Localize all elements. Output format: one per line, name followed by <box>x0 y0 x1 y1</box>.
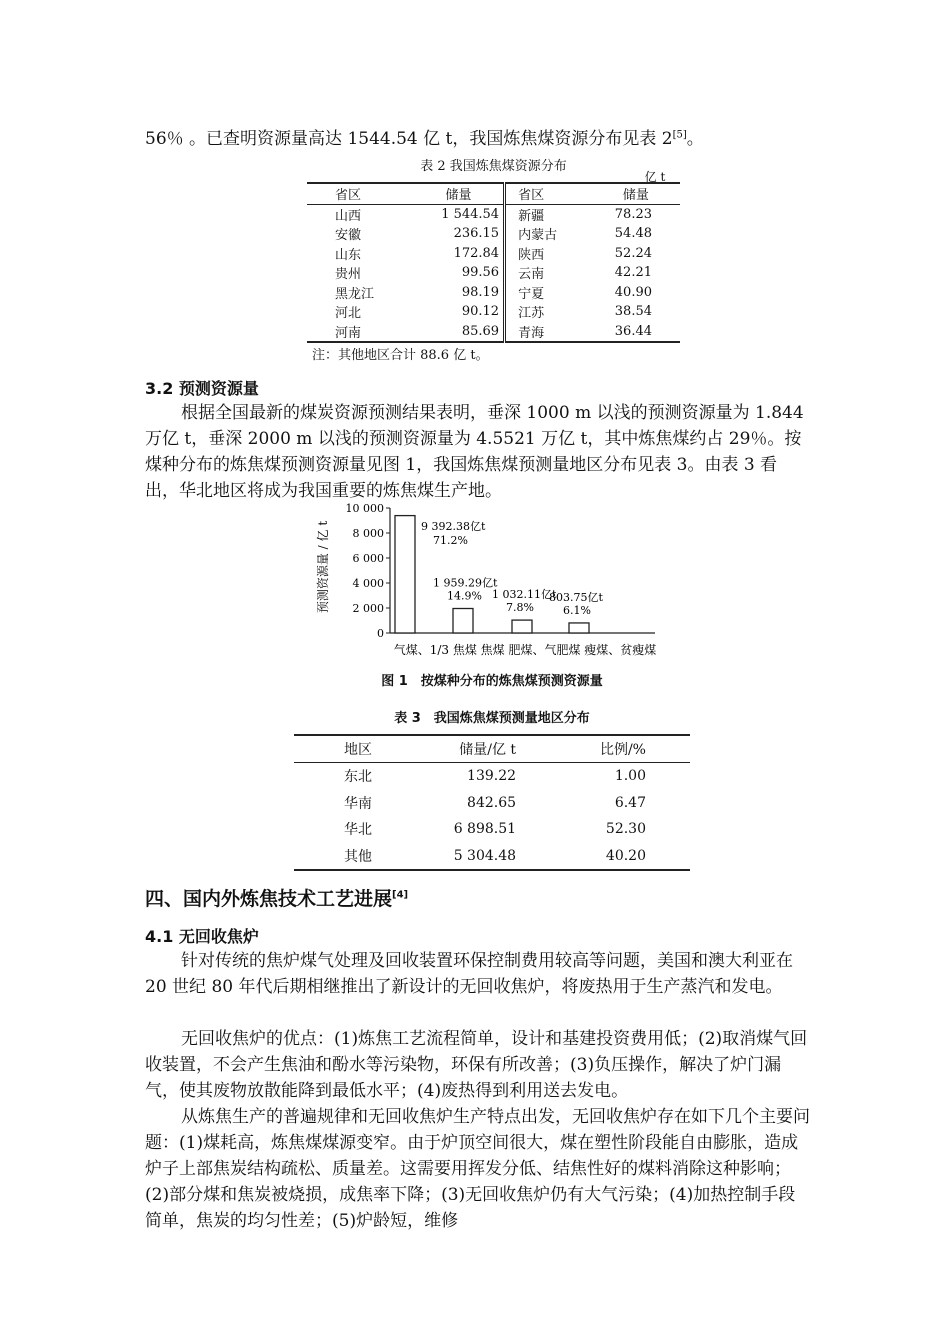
table-cell: 宁夏 <box>518 286 545 302</box>
table3-header: 储量/亿 t <box>407 735 560 763</box>
table-cell: 黑龙江 <box>335 286 375 302</box>
table-cell: 1.00 <box>614 768 646 785</box>
table-cell: 172.84 <box>405 244 504 264</box>
table-row <box>294 790 690 817</box>
y-tick-label: 2 000 <box>352 602 384 615</box>
bar <box>453 609 473 633</box>
table-row <box>294 763 690 790</box>
table-row <box>307 263 680 283</box>
data-label: 1 032.11亿t <box>492 588 557 602</box>
section-3-2-title: 3.2 预测资源量 <box>145 379 259 398</box>
table2-header-row <box>307 183 680 204</box>
table-cell: 139.22 <box>467 768 517 785</box>
table-cell: 36.44 <box>583 322 680 343</box>
y-tick-label: 4 000 <box>352 577 384 590</box>
data-label: 9 392.38亿t <box>421 520 486 533</box>
table3-header-row <box>294 735 690 763</box>
x-category-labels: 气煤、1/3 焦煤 焦煤 肥煤、气肥煤 瘦煤、贫瘦煤 <box>393 643 657 657</box>
percent-label: 7.8% <box>506 601 534 615</box>
table-row <box>307 204 680 224</box>
table-cell: 38.54 <box>614 304 652 320</box>
table-row <box>307 322 680 343</box>
data-label: 1 959.29亿t <box>433 576 498 590</box>
table-cell: 6.47 <box>614 794 646 811</box>
table-cell: 40.90 <box>614 284 652 300</box>
table-cell: 陕西 <box>518 247 545 263</box>
section-3-2-paragraph: 根据全国最新的煤炭资源预测结果表明，垂深 1000 m 以浅的预测资源量为 1.844 万亿 t，垂深 2000 m 以浅的预测资源量为 4.5521 万亿 t，其中炼焦煤约占 29％。按煤种分布的炼焦煤预测资源量见图 1，我国炼焦煤预测量地区分布见表 3。由表 3 看出，华北地区将成为我国重要的炼焦煤生产地。 <box>145 403 804 501</box>
table-cell: 华北 <box>344 822 372 839</box>
table-cell: 52.30 <box>605 821 646 838</box>
table-cell: 青海 <box>505 322 583 343</box>
data-label: 803.75亿t <box>549 590 603 604</box>
table-cell: 1 544.54 <box>405 204 504 224</box>
table-cell: 贵州 <box>335 267 362 283</box>
y-tick-label: 10 000 <box>345 502 384 515</box>
table-cell: 内蒙古 <box>518 228 558 244</box>
section-4-title-text: 四、国内外炼焦技术工艺进展 <box>145 888 393 910</box>
bar <box>569 623 589 633</box>
table-cell: 78.23 <box>614 206 652 222</box>
table-cell: 42.21 <box>614 265 652 281</box>
figure1-caption: 图 1 按煤种分布的炼焦煤预测资源量 <box>381 674 603 689</box>
section-4-title <box>145 884 408 911</box>
table3-caption: 表 3 我国炼焦煤预测量地区分布 <box>394 711 590 726</box>
table2-caption: 表 2 我国炼焦煤资源分布 <box>420 159 567 174</box>
table-cell: 5 304.48 <box>407 843 560 871</box>
table-cell: 河北 <box>335 306 362 322</box>
table-cell: 东北 <box>344 769 372 786</box>
table-cell: 河南 <box>307 322 405 343</box>
section-4-1-paragraph-2: 无回收焦炉的优点：(1)炼焦工艺流程简单，设计和基建投资费用低；(2)取消煤气回收装置，不会产生焦油和酚水等污染物，环保有所改善；(3)负压操作，解决了炉门漏气，使其废物放散能降到最低水平；(4)废热得到利用送去发电。 <box>145 1029 808 1101</box>
table-cell: 40.20 <box>560 843 690 871</box>
bar <box>512 620 532 633</box>
table-row <box>307 302 680 322</box>
table-cell: 90.12 <box>405 302 504 322</box>
intro-paragraph <box>145 126 810 152</box>
table2-header: 储量 <box>405 183 504 204</box>
y-tick-label: 0 <box>377 627 384 640</box>
table3 <box>294 734 690 871</box>
table2-header: 储量 <box>583 183 680 204</box>
table-cell: 52.24 <box>614 245 652 261</box>
table-row <box>294 816 690 843</box>
table-cell: 江苏 <box>518 306 545 322</box>
percent-label: 6.1% <box>563 603 591 617</box>
table-cell: 842.65 <box>467 794 517 811</box>
citation-ref: [4] <box>392 889 409 901</box>
section-4-1-title: 4.1 无回收焦炉 <box>145 927 259 946</box>
intro-end: 。 <box>686 129 704 149</box>
section-4-1-paragraph-3: 从炼焦生产的普遍规律和无回收焦炉生产特点出发，无回收焦炉存在如下几个主要问题：(1)煤耗高，炼焦煤煤源变窄。由于炉顶空间很大，煤在塑性阶段能自由膨胀，造成炉子上部焦炭结构疏松、质量差。这需要用挥发分低、结焦性好的煤料消除这种影响；(2)部分煤和焦炭被烧损，成焦率下降；(3)无回收焦炉仍有大气污染；(4)加热控制手段简单，焦炭的均匀性差；(5)炉龄短，维修 <box>145 1107 810 1231</box>
table-cell: 新疆 <box>518 208 545 224</box>
table-cell: 54.48 <box>614 226 652 242</box>
table2 <box>307 182 680 343</box>
bar <box>395 516 415 633</box>
table-cell: 98.19 <box>405 283 504 303</box>
y-axis-label: 预测资源量 / 亿 t <box>316 520 330 614</box>
table-cell: 其他 <box>294 843 407 871</box>
table-cell: 6 898.51 <box>453 821 517 838</box>
table-cell: 99.56 <box>405 263 504 283</box>
table3-header: 地区 <box>294 735 407 763</box>
table-row <box>294 843 690 871</box>
bar-chart <box>315 500 665 665</box>
table2-header: 省区 <box>505 183 583 204</box>
percent-label: 71.2% <box>433 534 468 547</box>
table-cell: 安徽 <box>335 228 362 244</box>
table2-unit: 亿 t <box>644 170 666 184</box>
y-tick-label: 6 000 <box>352 552 384 565</box>
intro-text: 56％ 。已查明资源量高达 1544.54 亿 t，我国炼焦煤资源分布见表 2 <box>145 129 673 149</box>
citation-ref: [5] <box>672 129 687 141</box>
table2-note: 注：其他地区合计 88.6 亿 t。 <box>312 348 489 363</box>
table-cell: 云南 <box>518 267 545 283</box>
table2-header: 省区 <box>307 183 405 204</box>
table-cell: 华南 <box>344 795 372 812</box>
table-cell: 山东 <box>335 247 362 263</box>
table-row <box>307 224 680 244</box>
table-row <box>307 244 680 264</box>
y-tick-label: 8 000 <box>352 527 384 540</box>
section-4-1-paragraph-1: 针对传统的焦炉煤气处理及回收装置环保控制费用较高等问题，美国和澳大利亚在 20 世纪 80 年代后期相继推出了新设计的无回收焦炉，将废热用于生产蒸汽和发电。 <box>145 951 793 997</box>
table-cell: 85.69 <box>405 322 504 343</box>
table3-header: 比例/% <box>560 735 690 763</box>
table-cell: 236.15 <box>405 224 504 244</box>
percent-label: 14.9% <box>447 589 482 603</box>
table-row <box>307 283 680 303</box>
table-cell: 山西 <box>335 208 362 224</box>
